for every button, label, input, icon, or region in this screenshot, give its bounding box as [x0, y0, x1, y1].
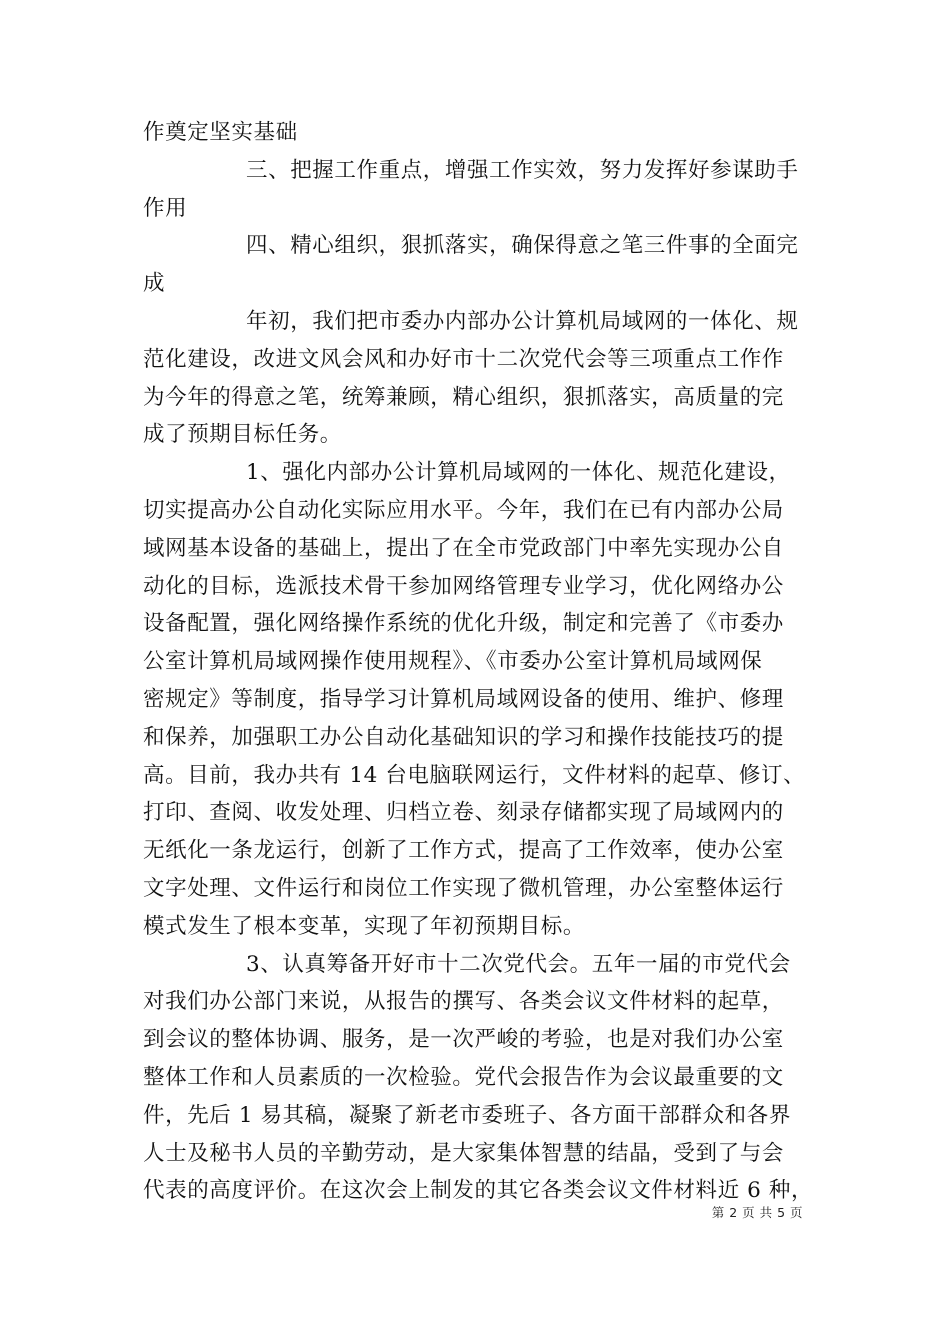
text-line: 整体工作和人员素质的一次检验。党代会报告作为会议最重要的文 [143, 1064, 784, 1090]
text-line: 为今年的得意之笔，统筹兼顾，精心组织，狠抓落实，高质量的完 [143, 384, 784, 410]
text-line: 人士及秘书人员的辛勤劳动，是大家集体智慧的结晶，受到了与会 [143, 1140, 784, 1166]
text-line: 件，先后 1 易其稿，凝聚了新老市委班子、各方面干部群众和各界 [143, 1102, 791, 1128]
text-line: 作奠定坚实基础 [143, 120, 298, 145]
text-line: 无纸化一条龙运行，创新了工作方式，提高了工作效率，使办公室 [143, 838, 784, 864]
section-heading-3: 三、把握工作重点，增强工作实效，努力发挥好参谋助手 [246, 157, 799, 183]
page-number-footer: 第 2 页 共 5 页 [711, 1205, 803, 1220]
text-line: 成了预期目标任务。 [143, 422, 342, 448]
text-line: 高。目前，我办共有 14 台电脑联网运行，文件材料的起草、修订、 [143, 762, 806, 788]
text-line: 文字处理、文件运行和岗位工作实现了微机管理，办公室整体运行 [143, 875, 784, 901]
text-line: 代表的高度评价。在这次会上制发的其它各类会议文件材料近 6 种， [143, 1178, 814, 1204]
text-line: 动化的目标，选派技术骨干参加网络管理专业学习，优化网络办公 [143, 573, 784, 599]
text-line: 密规定》等制度，指导学习计算机局域网设备的使用、维护、修理 [143, 686, 784, 712]
text-line: 域网基本设备的基础上，提出了在全市党政部门中率先实现办公自 [143, 535, 784, 561]
text-line: 模式发生了根本变革，实现了年初预期目标。 [143, 913, 586, 939]
text-line: 设备配置，强化网络操作系统的优化升级，制定和完善了《市委办 [143, 611, 784, 637]
paragraph-start: 年初，我们把市委办内部办公计算机局域网的一体化、规 [246, 308, 799, 334]
text-line: 范化建设，改进文风会风和办好市十二次党代会等三项重点工作作 [143, 346, 784, 372]
text-line: 作用 [143, 195, 188, 221]
item-3-heading: 3、认真筹备开好市十二次党代会。五年一届的市党代会 [246, 951, 791, 977]
text-line: 切实提高办公自动化实际应用水平。今年，我们在已有内部办公局 [143, 497, 784, 523]
item-1-heading: 1、强化内部办公计算机局域网的一体化、规范化建设， [246, 460, 791, 486]
text-line: 成 [143, 271, 166, 297]
text-line: 打印、查阅、收发处理、归档立卷、刻录存储都实现了局域网内的 [143, 800, 784, 826]
text-line: 公室计算机局域网操作使用规程》、《市委办公室计算机局域网保 [143, 649, 763, 675]
document-body [143, 114, 814, 1210]
text-line: 到会议的整体协调、服务，是一次严峻的考验，也是对我们办公室 [143, 1027, 784, 1053]
text-line: 对我们办公部门来说，从报告的撰写、各类会议文件材料的起草， [143, 989, 784, 1015]
text-line: 和保养，加强职工办公自动化基础知识的学习和操作技能技巧的提 [143, 724, 784, 750]
section-heading-4: 四、精心组织，狠抓落实，确保得意之笔三件事的全面完 [246, 233, 799, 259]
